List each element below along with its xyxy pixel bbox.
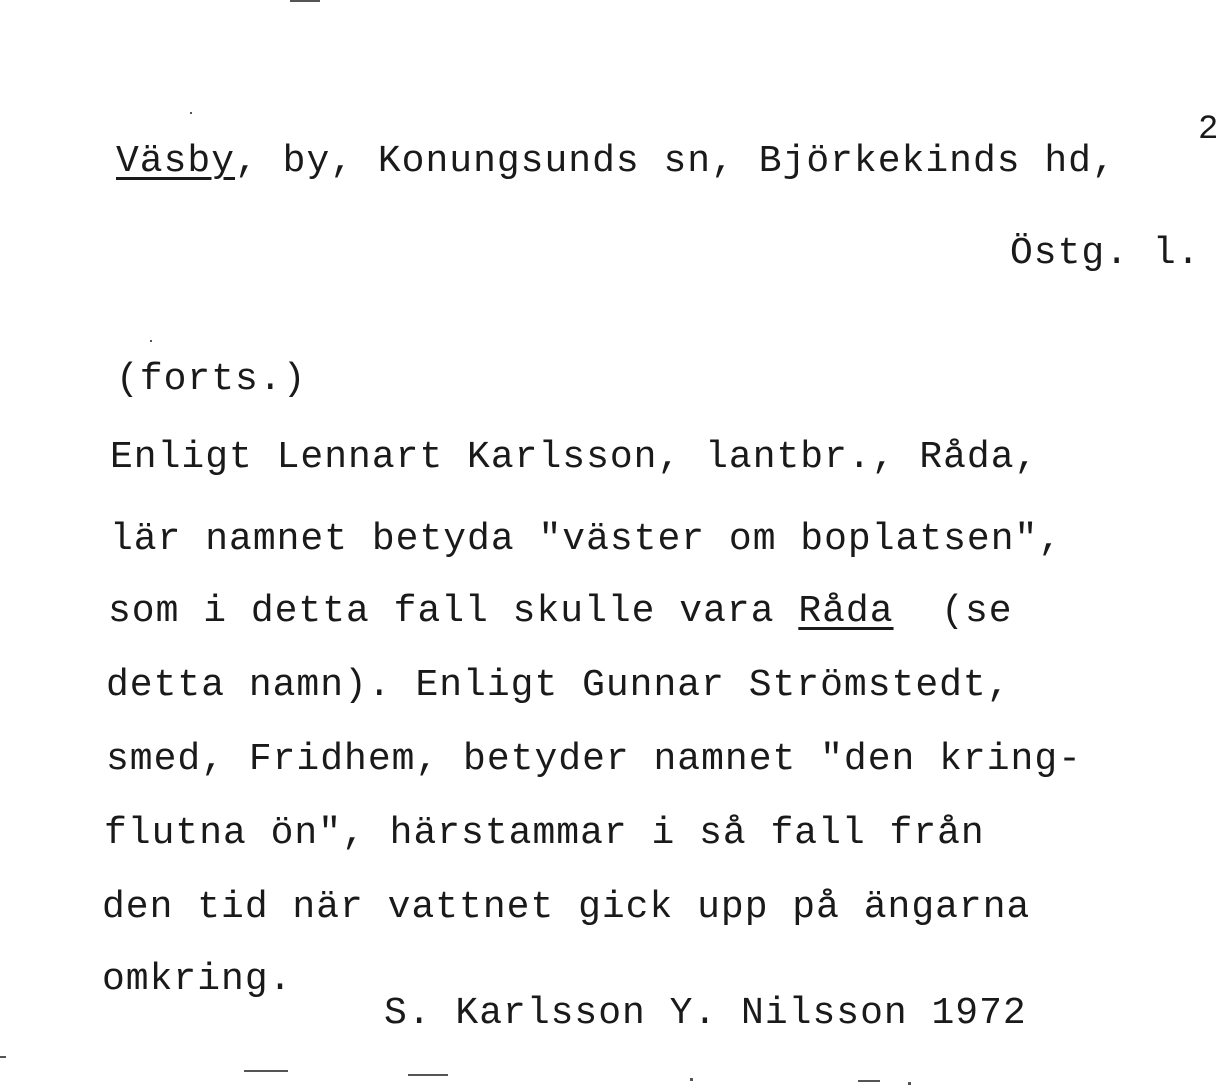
page-number: 2 [1198, 111, 1219, 149]
card-heading [116, 140, 1116, 184]
body-line-1: Enligt Lennart Karlsson, lantbr., Råda, [110, 436, 1039, 479]
scan-speck [190, 112, 192, 114]
body-line-5: smed, Fridhem, betyder namnet "den kring- [106, 738, 1082, 781]
scan-speck [908, 1082, 911, 1085]
scan-speck [244, 1070, 288, 1072]
body-line-3 [108, 590, 1013, 634]
cross-reference-rada: Råda [798, 590, 894, 633]
body-line-3-before: som i detta fall skulle vara [108, 590, 799, 633]
body-line-2: lär namnet betyda "väster om boplatsen", [110, 518, 1063, 561]
body-line-3-after: (se [893, 590, 1013, 633]
body-line-6: flutna ön", härstammar i så fall från [104, 812, 985, 855]
scan-speck [290, 0, 320, 2]
scan-speck [150, 340, 152, 342]
province: Östg. l. [1010, 232, 1201, 275]
signature: S. Karlsson Y. Nilsson 1972 [384, 992, 1027, 1035]
scan-speck [690, 1078, 693, 1081]
scan-speck [858, 1080, 880, 1082]
place-name: Väsby [116, 140, 236, 183]
body-line-4: detta namn). Enligt Gunnar Strömstedt, [106, 664, 1011, 707]
body-line-8: omkring. [102, 958, 293, 1001]
heading-rest: , by, Konungsunds sn, Björkekinds hd, [235, 140, 1116, 183]
scan-speck [0, 1056, 6, 1058]
scan-speck [408, 1074, 448, 1076]
body-line-7: den tid när vattnet gick upp på ängarna [102, 886, 1031, 929]
continued-label: (forts.) [116, 358, 307, 401]
